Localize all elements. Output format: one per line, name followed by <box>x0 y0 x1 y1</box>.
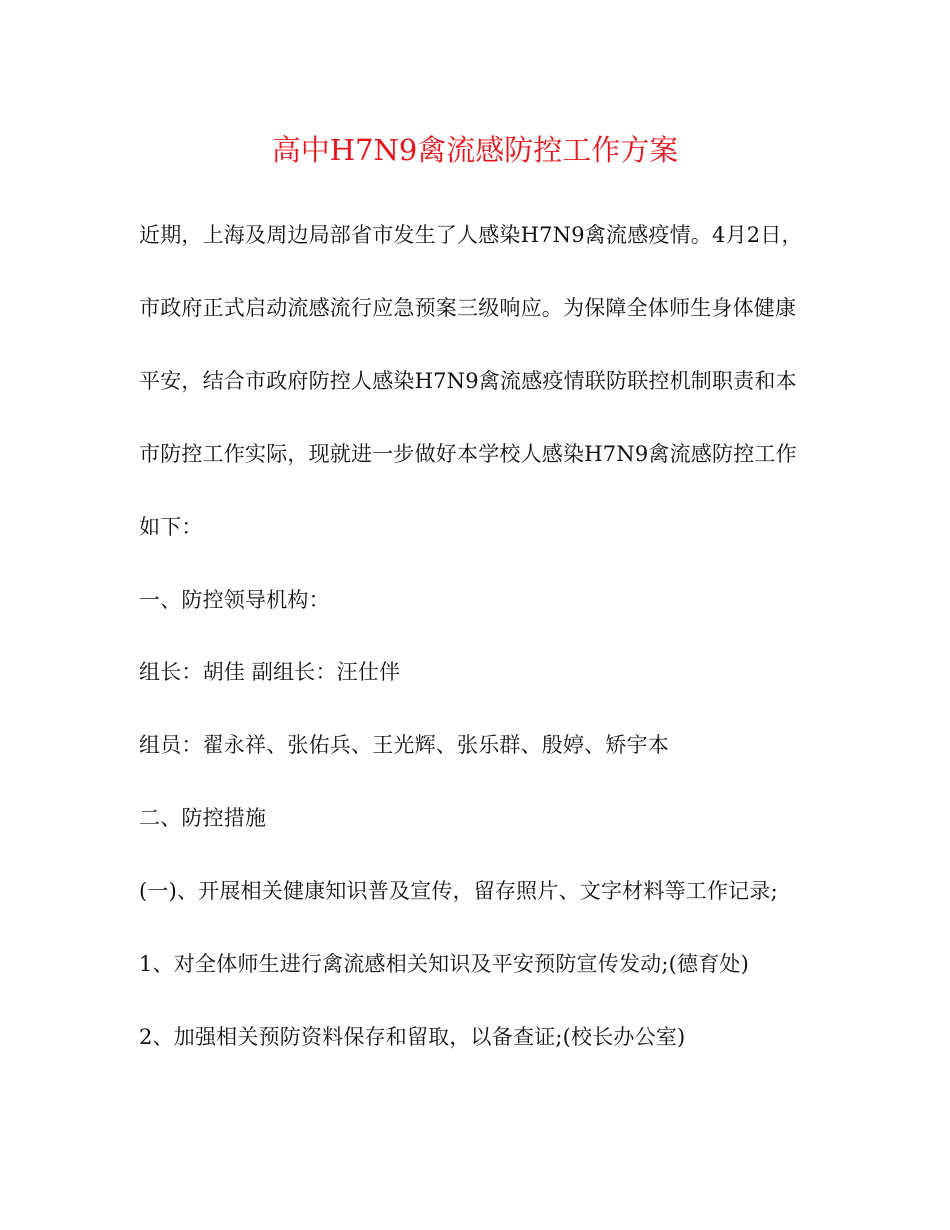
paragraph-line-3: 平安，结合市政府防控人感染H7N9禽流感疫情联防联控机制职责和本 <box>139 369 797 393</box>
measure-item-1: 1、对全体师生进行禽流感相关知识及平安预防宣传发动;(德育处) <box>139 952 750 976</box>
section-heading-leadership: 一、防控领导机构： <box>139 588 330 612</box>
measure-item-2: 2、加强相关预防资料保存和留取，以备查证;(校长办公室) <box>139 1025 686 1049</box>
section-heading-measures: 二、防控措施 <box>139 806 267 830</box>
leader-line: 组长：胡佳 副组长：汪仕伴 <box>139 660 401 684</box>
subsection-heading-1: (一)、开展相关健康知识普及宣传，留存照片、文字材料等工作记录; <box>139 879 778 903</box>
paragraph-line-2: 市政府正式启动流感流行应急预案三级响应。为保障全体师生身体健康 <box>139 296 797 320</box>
paragraph-line-1: 近期，上海及周边局部省市发生了人感染H7N9禽流感疫情。4月2日， <box>139 223 803 247</box>
paragraph-line-4: 市防控工作实际，现就进一步做好本学校人感染H7N9禽流感防控工作 <box>139 442 797 466</box>
paragraph-line-5: 如下： <box>139 515 203 539</box>
document-title: 高中H7N9禽流感防控工作方案 <box>271 133 679 167</box>
members-line: 组员：翟永祥、张佑兵、王光辉、张乐群、殷婷、矫宇本 <box>139 733 669 757</box>
